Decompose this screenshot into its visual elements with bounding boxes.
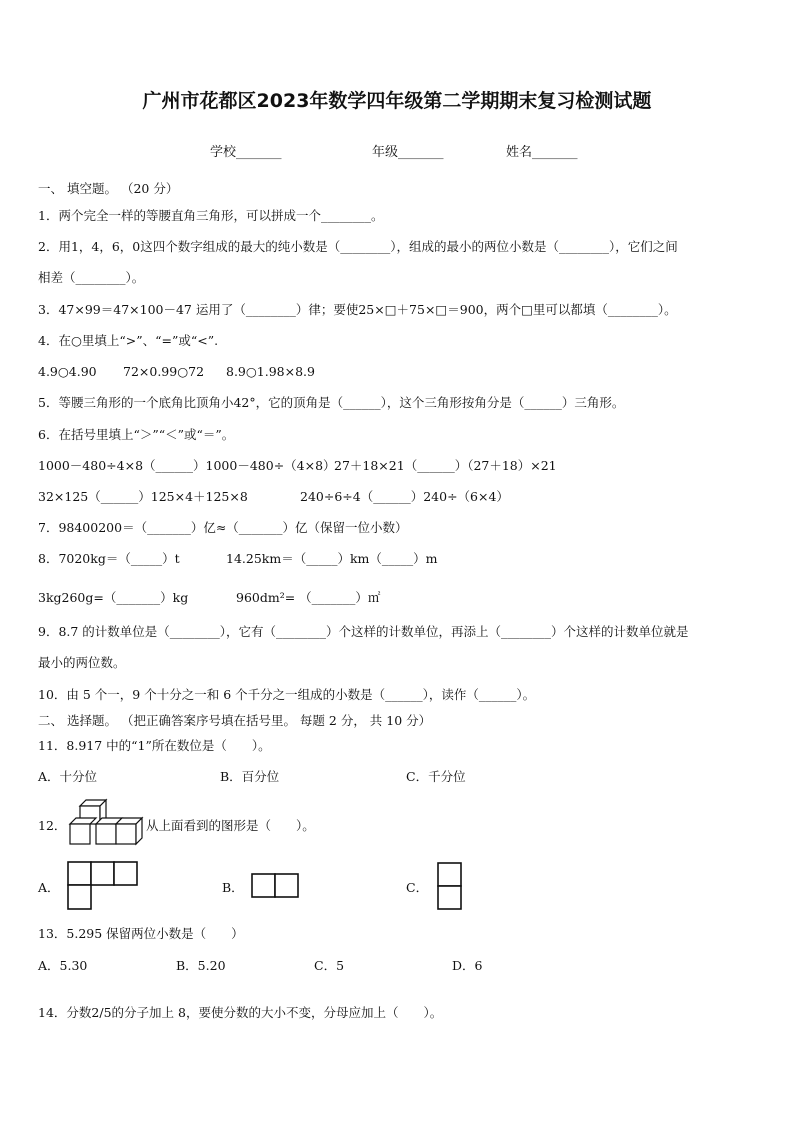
q4-item-3: 8.9○1.98×8.9	[226, 364, 315, 379]
q8-item-1: 8．7020kg＝（_____）t	[38, 551, 180, 566]
question-1: 1．两个完全一样的等腰直角三角形，可以拼成一个________。	[38, 208, 384, 223]
question-14: 14．分数2/5的分子加上 8，要使分数的大小不变，分母应加上（ ）。	[38, 1005, 443, 1020]
q6-item-1: 1000－480÷4×8（______）1000－480÷（4×8）	[38, 458, 336, 473]
question-6: 6．在括号里填上“＞”“＜”或“＝”。	[38, 427, 235, 442]
q11-option-b: B．百分位	[220, 769, 280, 784]
q4-item-2: 72×0.99○72	[123, 364, 205, 379]
question-2-line-2: 相差（________）。	[38, 270, 145, 285]
question-9-line-1: 9．8.7 的计数单位是（________），它有（________）个这样的计数单位，再添上（________）个这样的计数单位就是	[38, 624, 689, 639]
q12-option-a: A．	[38, 880, 60, 895]
question-12: 从上面看到的图形是（ ）。	[146, 818, 315, 833]
question-9-line-2: 最小的两位数。	[38, 655, 126, 670]
grade-field: 年级_______	[372, 145, 444, 160]
q13-option-c: C．5	[314, 958, 345, 973]
page-title: 广州市花都区2023年数学四年级第二学期期末复习检测试题	[142, 90, 652, 112]
question-5: 5．等腰三角形的一个底角比顶角小42°，它的顶角是（______），这个三角形按角分是（______）三角形。	[38, 395, 625, 410]
question-11: 11．8.917 中的“1”所在数位是（ ）。	[38, 738, 271, 753]
q6-item-3: 32×125（______）125×4＋125×8	[38, 489, 248, 504]
section-2-heading: 二、 选择题。 （把正确答案序号填在括号里。 每题 2 分， 共 10 分）	[38, 713, 432, 728]
q12-option-b-figure	[250, 872, 300, 900]
q13-option-a: A．5.30	[38, 958, 88, 973]
question-4: 4．在○里填上“>”、“=”或“<”.	[38, 333, 219, 348]
q6-item-2: 27＋18×21（______）（27＋18）×21	[334, 458, 557, 473]
q12-option-c-figure	[436, 861, 464, 913]
q8-item-2: 14.25km＝（_____）km（_____）m	[226, 551, 438, 566]
q12-option-c: C．	[406, 880, 429, 895]
q8-item-4: 960dm²= （_______）㎡	[236, 590, 381, 605]
q13-option-d: D．6	[452, 958, 483, 973]
section-1-heading: 一、 填空题。 （20 分）	[38, 181, 179, 196]
question-10: 10．由 5 个一，9 个十分之一和 6 个千分之一组成的小数是（______），读作（______）。	[38, 687, 536, 702]
q12-cube-figure	[66, 794, 146, 850]
q12-option-b: B．	[222, 880, 244, 895]
q13-option-b: B．5.20	[176, 958, 226, 973]
school-field: 学校_______	[210, 145, 282, 160]
q4-item-1: 4.9○4.90	[38, 364, 97, 379]
question-3: 3．47×99＝47×100－47 运用了（________）律；要使25×□＋75×□＝900，两个□里可以都填（________）。	[38, 302, 677, 317]
question-13: 13．5.295 保留两位小数是（ ）	[38, 926, 244, 941]
q6-item-4: 240÷6÷4（______）240÷（6×4）	[300, 489, 509, 504]
name-field: 姓名_______	[506, 145, 578, 160]
q12-option-a-figure	[66, 860, 140, 912]
q12-number: 12．	[38, 818, 67, 833]
question-7: 7．98400200＝（_______）亿≈（_______）亿（保留一位小数）	[38, 520, 408, 535]
q11-option-c: C．千分位	[406, 769, 466, 784]
question-2-line-1: 2．用1，4，6，0这四个数字组成的最大的纯小数是（________），组成的最小的两位小数是（________），它们之间	[38, 239, 678, 254]
q8-item-3: 3kg260g=（_______）kg	[38, 590, 189, 605]
q11-option-a: A．十分位	[38, 769, 98, 784]
